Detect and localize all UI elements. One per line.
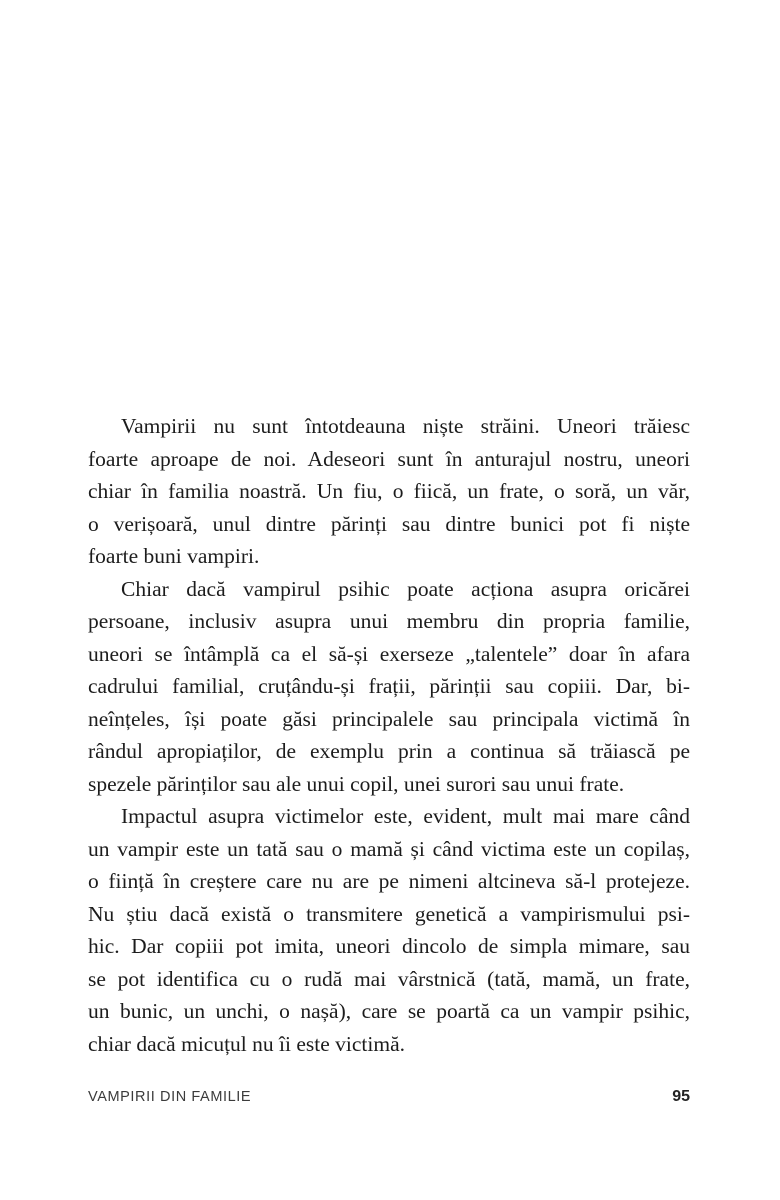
text-line: un bunic, un unchi, o nașă), care se poartă ca un vampir psihic,	[88, 999, 690, 1023]
text-line: rândul apropiaților, de exemplu prin a continua să trăiască pe	[88, 739, 690, 763]
text-line: Impactul asupra victimelor este, evident, mult mai mare când	[121, 804, 690, 828]
text-line: Chiar dacă vampirul psihic poate acționa asupra oricărei	[121, 576, 690, 601]
text-line: persoane, inclusiv asupra unui membru din propria familie,	[88, 609, 690, 633]
text-line: o verișoară, unul dintre părinți sau dintre bunici pot fi niște	[88, 511, 690, 536]
page-footer	[88, 1087, 690, 1107]
text-line: hic. Dar copiii pot imita, uneori dincolo de simpla mimare, sau	[88, 934, 690, 958]
text-line: Vampirii nu sunt întotdeauna niște străini. Uneori trăiesc	[121, 414, 690, 438]
body-text	[88, 410, 690, 1060]
text-line: Nu știu dacă există o transmitere genetică a vampirismului psi-	[88, 901, 690, 926]
paragraph	[88, 410, 690, 573]
text-line: cadrului familial, cruțându-și frații, părinții sau copiii. Dar, bi-	[88, 674, 690, 698]
text-line: se pot identifica cu o rudă mai vârstnică (tată, mamă, un frate,	[88, 966, 690, 991]
text-line: chiar în familia noastră. Un fiu, o fiică, un frate, o soră, un văr,	[88, 479, 690, 503]
text-line: spezele părinților sau ale unui copil, unei surori sau unui frate.	[88, 771, 625, 796]
text-line: o ființă în creștere care nu are pe nimeni altcineva să-l protejeze.	[88, 869, 690, 893]
text-line: foarte aproape de noi. Adeseori sunt în anturajul nostru, uneori	[88, 446, 690, 471]
text-line: neînțeles, își poate găsi principalele sau principala victimă în	[88, 706, 690, 731]
page-number: 95	[672, 1088, 690, 1105]
text-line: uneori se întâmplă ca el să-și exerseze „talentele” doar în afara	[88, 641, 690, 666]
text-line: un vampir este un tată sau o mamă și când victima este un copilaș,	[88, 836, 690, 861]
running-title: VAMPIRII DIN FAMILIE	[88, 1089, 252, 1105]
paragraph	[88, 800, 690, 1060]
text-line: foarte buni vampiri.	[88, 544, 260, 568]
text-line: chiar dacă micuțul nu îi este victimă.	[88, 1031, 406, 1056]
paragraph	[88, 573, 690, 801]
